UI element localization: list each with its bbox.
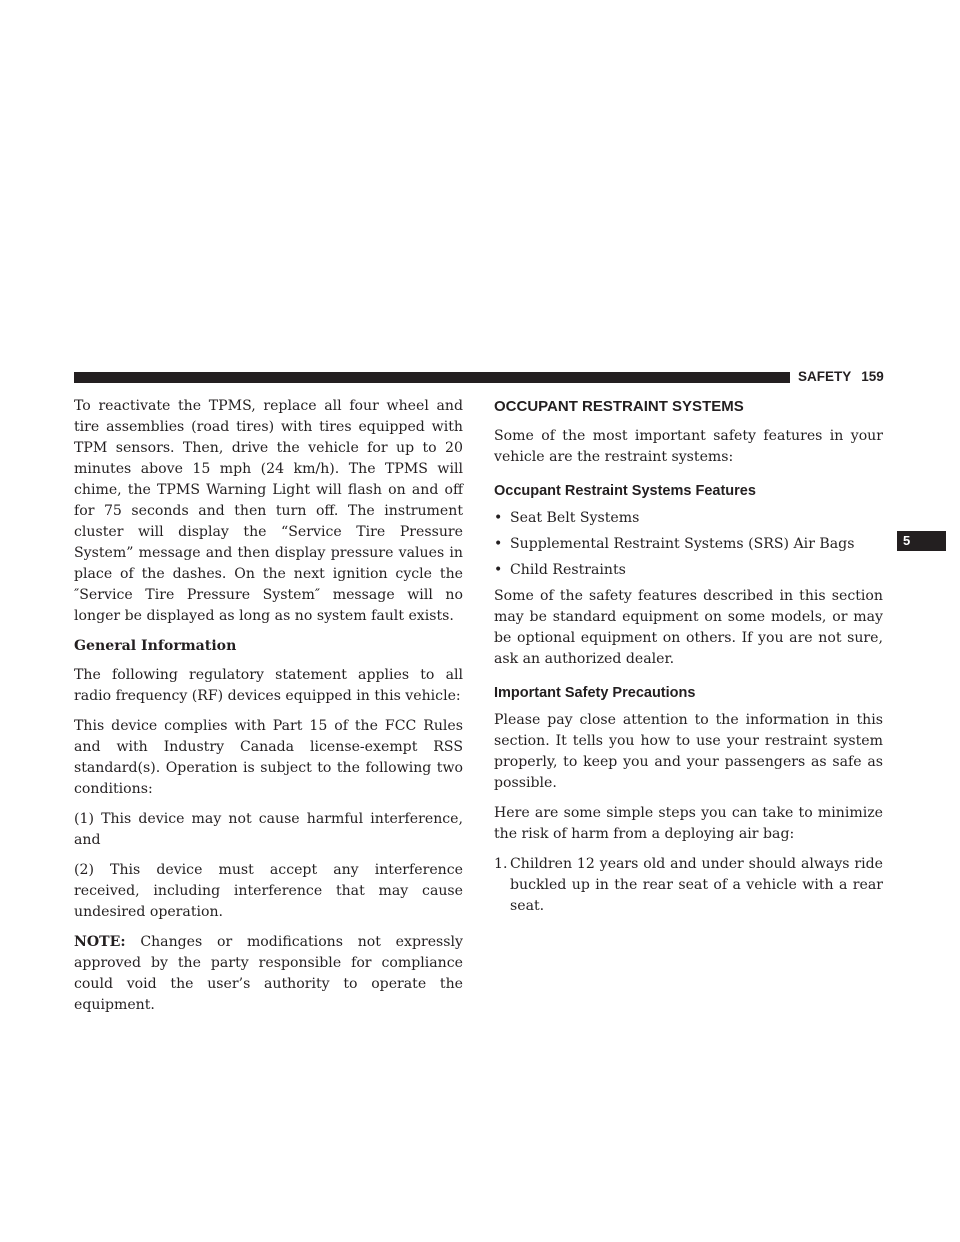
numbered-item-1: [494, 854, 883, 917]
steps-intro-paragraph: Here are some simple steps you can take to minimize the risk of harm from a deploying air bag:: [494, 805, 883, 842]
bullet-icon: •: [494, 536, 503, 552]
condition-1-paragraph: (1) This device may not cause harmful interference, and: [74, 811, 463, 848]
header-rule: [74, 372, 790, 383]
chapter-tab: 5: [897, 531, 946, 551]
regulatory-intro-paragraph: The following regulatory statement applies to all radio frequency (RF) devices equipped in this vehicle:: [74, 667, 463, 704]
note-text: Changes or modifications not expressly approved by the party responsible for compliance could void the user’s authority to operate the equipment.: [74, 934, 463, 1013]
item-text: Children 12 years old and under should always ride buckled up in the rear seat of a vehicle with a rear seat.: [510, 856, 883, 914]
list-item: • Supplemental Restraint Systems (SRS) Air Bags: [494, 534, 883, 555]
section-heading: OCCUPANT RESTRAINT SYSTEMS: [494, 398, 744, 415]
features-list: [494, 508, 883, 581]
list-item: • Child Restraints: [494, 560, 883, 581]
precautions-heading: Important Safety Precautions: [494, 685, 696, 701]
condition-2-paragraph: (2) This device must accept any interference received, including interference that may cause undesired operation.: [74, 862, 463, 920]
note-paragraph: [74, 932, 463, 1016]
section-title: SAFETY: [798, 369, 852, 384]
general-information-heading: General Information: [74, 638, 237, 654]
page-number: 159: [861, 369, 884, 384]
optional-equipment-paragraph: Some of the safety features described in this section may be standard equipment on some models, or may be optional equipment on others. If you are not sure, ask an authorized dealer.: [494, 588, 883, 667]
note-label: NOTE:: [74, 934, 126, 950]
restraint-intro-paragraph: Some of the most important safety features in your vehicle are the restraint systems:: [494, 428, 883, 465]
fcc-compliance-paragraph: This device complies with Part 15 of the FCC Rules and with Industry Canada license-exempt RSS standard(s). Operation is subject to the following two conditions:: [74, 718, 463, 797]
list-item: • Seat Belt Systems: [494, 508, 883, 529]
right-column: [494, 396, 883, 917]
left-column: [74, 396, 463, 1025]
bullet-icon: •: [494, 510, 503, 526]
attention-paragraph: Please pay close attention to the information in this section. It tells you how to use your restraint system properly, to keep you and your passengers as safe as possible.: [494, 712, 883, 791]
features-heading: Occupant Restraint Systems Features: [494, 483, 756, 499]
item-number: 1.: [494, 856, 508, 872]
running-header: [798, 368, 884, 386]
tpms-reactivate-paragraph: To reactivate the TPMS, replace all four wheel and tire assemblies (road tires) with tires equipped with TPM sensors. Then, drive the vehicle for up to 20 minutes above 15 mph (24 km/h). The TPMS will chime, the TPMS Warning Light will flash on and off for 75 seconds and then turn off. The instrument cluster will display the “Service Tire Pressure System” message and then display pressure values in place of the dashes. On the next ignition cycle the ″Service Tire Pressure System″ message will no longer be displayed as long as no system fault exists.: [74, 398, 463, 624]
bullet-icon: •: [494, 562, 503, 578]
